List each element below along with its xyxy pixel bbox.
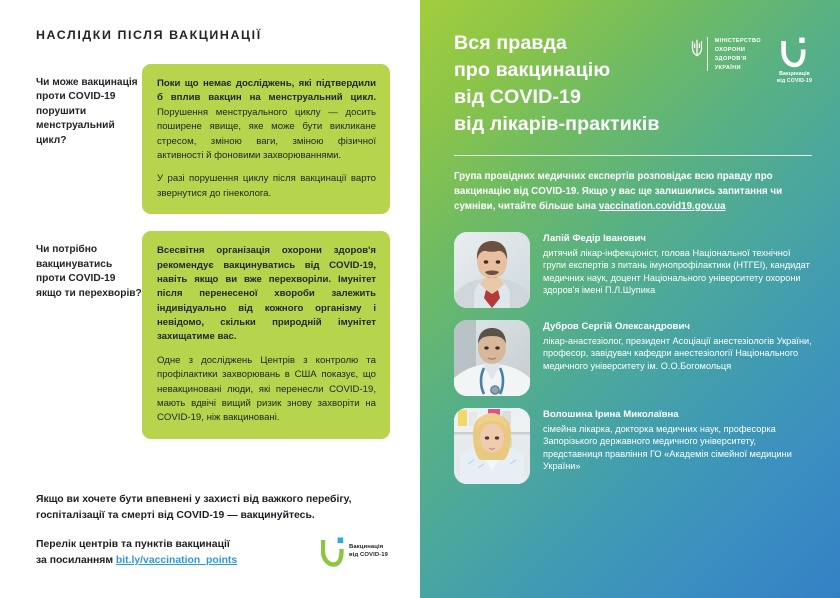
ministry-line-3: ЗДОРОВ'Я <box>714 56 747 63</box>
qa-answer-lead: Поки що немає досліджень, які підтвердили б вплив вакцин на менструальний цикл. <box>157 78 376 104</box>
expert-card <box>454 320 812 396</box>
main-title-line-3: від COVID-19 <box>454 86 581 109</box>
qa-question-label: Чи може вакцинація проти COVID-19 порушити менструальний цикл? <box>36 77 138 146</box>
intro-paragraph <box>454 170 812 215</box>
vaccination-logo-text <box>349 544 388 560</box>
qa-answer-rest: Порушення менструального циклу — досить поширене явище, яке може бути викликане стресом, зміною ваги, зміною фізичної активності й фоновими захворюваннями. <box>157 106 376 161</box>
tryzub-icon <box>691 39 703 57</box>
expert-photo <box>454 408 530 484</box>
cta-list-line-1: Перелік центрів та пунктів вакцинації <box>36 539 230 551</box>
expert-photo <box>454 232 530 308</box>
logo-group <box>691 30 812 85</box>
right-panel <box>420 0 840 598</box>
qa-answer-paragraph-2: Одне з досліджень Центрів з контролю та профілактики захворювань в США показує, що невакциновані люди, які перенесли COVID-19, мають вдвічі вищий ризик знову захворіти на COVID-19, ніж вакциновані. <box>157 354 376 424</box>
experts-list <box>454 232 812 484</box>
right-panel-content <box>420 0 840 484</box>
vaccination-site-link[interactable]: vaccination.covid19.gov.ua <box>598 200 726 212</box>
vaccination-points-link[interactable]: bit.ly/vaccination_points <box>115 554 238 566</box>
vaccination-logo-line-1: Вакцинація <box>348 544 384 551</box>
vaccination-logo-white-text <box>777 71 812 85</box>
expert-card <box>454 408 812 484</box>
expert-description: лікар-анастезіолог, президент Асоціації анестезіологів України, професор, завідувач кафедри анестезіології Національного медичного університету ім. О.О.Богомольця <box>543 335 812 371</box>
ministry-line-4: УКРАЇНИ <box>714 65 741 72</box>
expert-card <box>454 232 812 308</box>
header-divider <box>454 155 812 156</box>
right-panel-header <box>454 30 812 138</box>
expert-description: сімейна лікарка, докторка медичних наук, професорка Запорізького державного медичного університету, представниця правління ГО «Академія сімейної медицини України» <box>543 423 792 472</box>
qa-answer-paragraph-2: У разі порушення циклу після вакцинації варто звернутися до гінеколога. <box>157 173 376 199</box>
qa-row <box>36 231 390 439</box>
ministry-line-1: МІНІСТЕРСТВО <box>714 38 761 44</box>
qa-answer-paragraph <box>157 77 376 163</box>
cta-paragraph: Якщо ви хочете бути впевнені у захисті від важкого перебігу, госпіталізації та смерті від COVID-19 — вакцинуйтесь. <box>36 494 352 521</box>
expert-info <box>543 232 812 297</box>
qa-answer-box <box>142 231 390 439</box>
ministry-line-2: ОХОРОНИ <box>714 47 746 54</box>
expert-description: дитячий лікар-інфекціоніст, голова Національної технічної групи експертів з питань імунопрофілактики (НТГЕІ), кандидат медичних наук, доцент Національного університету охорони здоров'я імені П.Л.Шупика <box>543 247 810 296</box>
intro-text: Група провідних медичних експертів розповідає всю правду про вакцинацію від COVID-19. Якщо у вас ще залишились запитання чи сумніви, читайте більше ына <box>454 171 783 212</box>
vaccination-logo <box>321 537 388 567</box>
expert-photo <box>454 320 530 396</box>
vaccination-logo-white <box>777 37 812 85</box>
vaccination-v-icon <box>321 537 344 567</box>
main-title <box>454 30 660 138</box>
vaccination-logo-line-2: від COVID-19 <box>348 552 388 558</box>
main-title-line-4: від лікарів-практиків <box>454 113 660 136</box>
ministry-of-health-logo <box>691 37 761 73</box>
main-title-line-2: про вакцинацію <box>454 59 611 82</box>
vaccination-v-icon-white <box>777 37 812 68</box>
expert-info <box>543 320 812 372</box>
expert-info <box>543 408 812 473</box>
cta-links-block <box>36 537 388 568</box>
call-to-action <box>36 492 388 568</box>
cta-list-prefix: за посиланням <box>36 554 116 566</box>
vaccination-white-line-1: Вакцинація <box>779 71 810 77</box>
main-title-line-1: Вся правда <box>454 32 568 54</box>
expert-name: Волошина Ірина Миколаївна <box>543 408 679 420</box>
qa-row <box>36 64 390 214</box>
section-heading: НАСЛІДКИ ПІСЛЯ ВАКЦИНАЦІЇ <box>36 28 262 42</box>
logo-divider-bar <box>707 37 708 71</box>
ministry-logo-text <box>715 37 761 73</box>
vaccination-white-line-2: від COVID-19 <box>776 78 812 85</box>
qa-answer-box <box>142 64 390 214</box>
expert-name: Лапій Федір Іванович <box>543 232 646 244</box>
qa-question-label: Чи потрібно вакцинуватись проти COVID-19 якщо ти перехворів? <box>36 244 142 299</box>
expert-name: Дубров Сергій Олександрович <box>543 320 690 332</box>
qa-answer-lead: Всесвітня організація охорони здоров'я рекомендує вакцинуватись від COVID-19, навіть якщо ви вже перехворіли. Імунітет після перенесеної хвороби залежить індивідуально від кожного організму і невідомо, скільки природній імунітет захищатиме вас. <box>157 245 376 343</box>
